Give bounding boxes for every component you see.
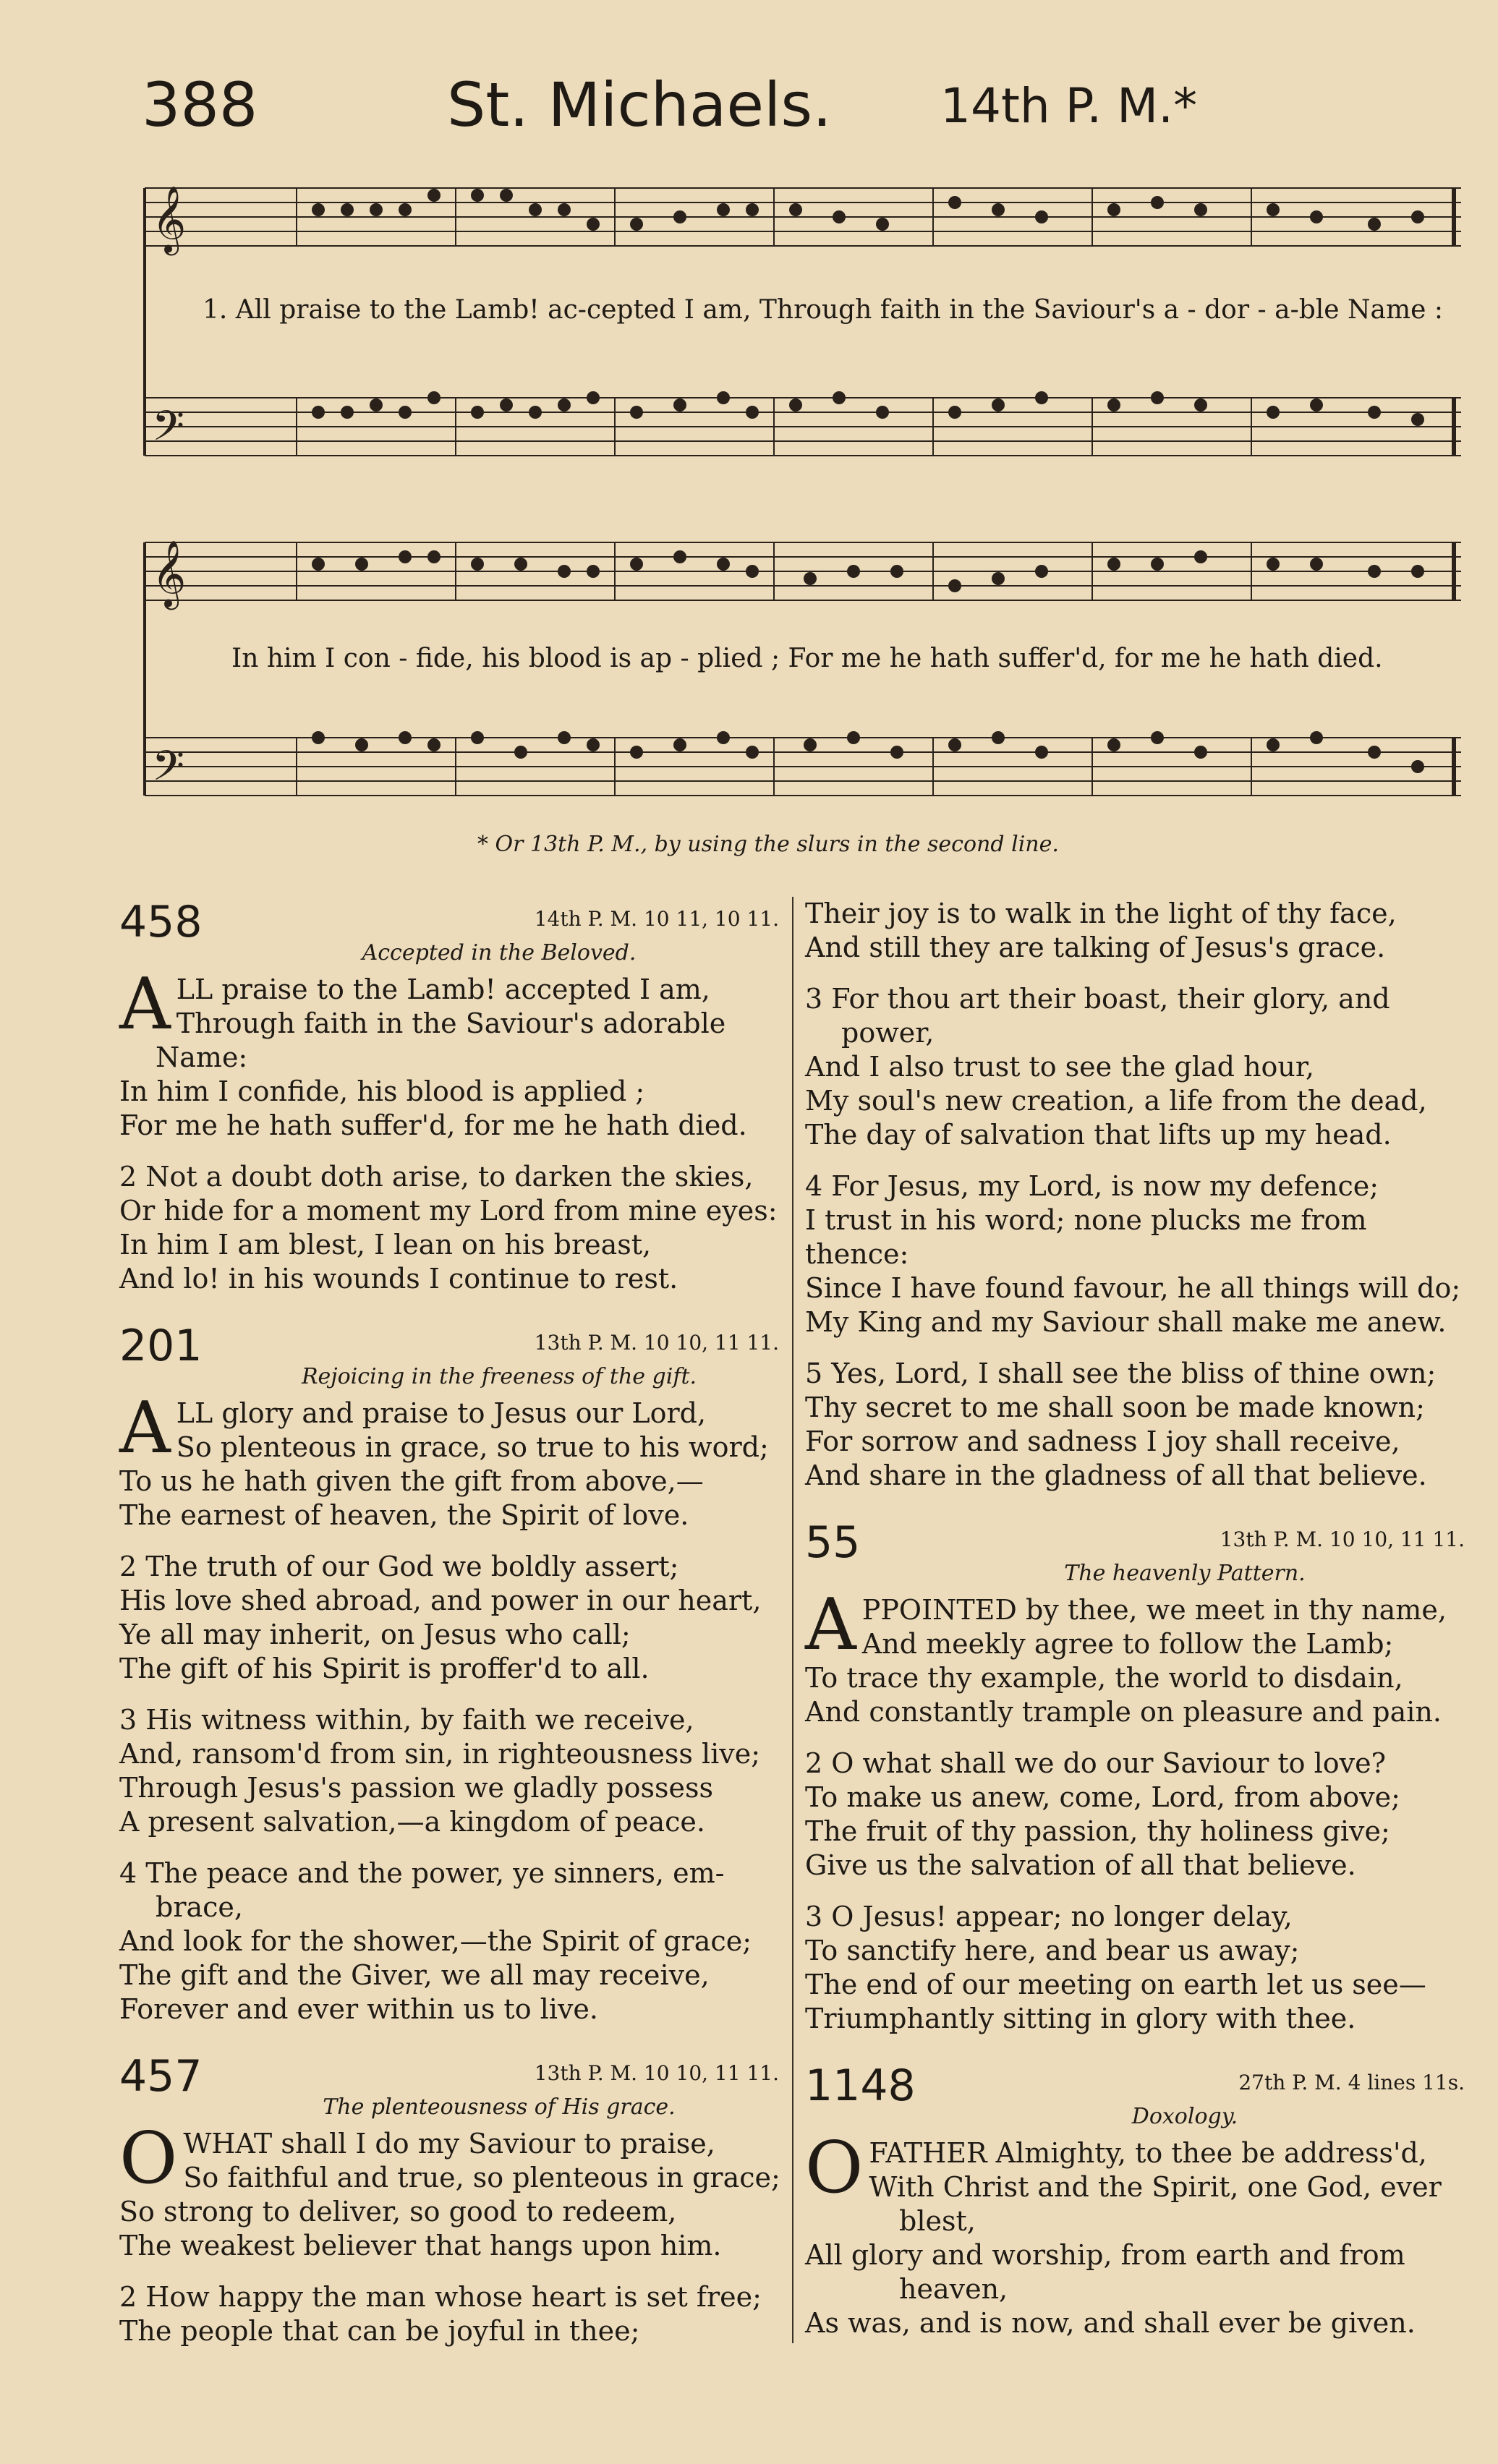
verse	[805, 2127, 1471, 2340]
verse-line: WHAT shall I do my Saviour to praise,	[183, 2128, 715, 2160]
hymn-subtitle: Rejoicing in the freeness of the gift.	[301, 1364, 697, 1389]
verse-line: In him I confide, his blood is applied ;	[119, 1075, 645, 1107]
verse	[805, 1747, 1471, 1883]
hymn-meter: 27th P. M. 4 lines 11s.	[1238, 2071, 1465, 2094]
verse-line: The people that can be joyful in thee;	[119, 2315, 640, 2347]
verse-line: Name:	[156, 1041, 248, 1073]
hymn-subtitle: The heavenly Pattern.	[1064, 1561, 1306, 1586]
hymn-number: 201	[119, 1321, 203, 1371]
verse-line: So strong to deliver, so good to redeem,	[119, 2196, 677, 2228]
verse-line: And constantly trample on pleasure and pain.	[805, 1696, 1442, 1728]
verse-line: And meekly agree to follow the Lamb;	[861, 1628, 1394, 1660]
verse	[805, 1900, 1471, 2036]
verse	[805, 1357, 1471, 1493]
verse-line: Forever and ever within us to live.	[119, 1993, 598, 2025]
verse-line: So faithful and true, so plenteous in grace;	[183, 2162, 780, 2194]
verse-line: 5 Yes, Lord, I shall see the bliss of thine own;	[805, 1357, 1437, 1389]
verse-line: In him I am blest, I lean on his breast,	[119, 1229, 652, 1261]
verse	[119, 2280, 785, 2348]
verse-line: And lo! in his wounds I continue to rest.	[119, 1263, 678, 1295]
verse-line: The gift and the Giver, we all may receive,	[119, 1959, 710, 1991]
verse-line: 4 The peace and the power, ye sinners, em-	[119, 1857, 725, 1889]
verse-line: Triumphantly sitting in glory with thee.	[805, 2003, 1356, 2034]
verse	[119, 1856, 785, 2026]
verse-line: And look for the shower,—the Spirit of grace;	[119, 1925, 752, 1957]
verse-line: As was, and is now, and shall ever be given.	[805, 2307, 1416, 2339]
verse-line: His love shed abroad, and power in our heart,	[119, 1585, 762, 1616]
right-column	[805, 897, 1471, 2365]
verse-line: Their joy is to walk in the light of thy face,	[805, 898, 1397, 929]
verse	[805, 1169, 1471, 1339]
verse-line: To us he hath given the gift from above,—	[119, 1465, 704, 1497]
drop-cap: A	[119, 1387, 171, 1470]
hymn-subtitle: Accepted in the Beloved.	[362, 940, 637, 965]
verse-line: So plenteous in grace, so true to his word;	[176, 1431, 769, 1463]
hymn-meter: 13th P. M. 10 10, 11 11.	[534, 2061, 779, 2085]
verse-line: 2 The truth of our God we boldly assert;	[119, 1551, 679, 1582]
hymn-number: 55	[805, 1517, 861, 1568]
hymn-subtitle: Doxology.	[1131, 2104, 1238, 2129]
verse	[119, 2118, 785, 2263]
verse-line: And share in the gladness of all that believe.	[805, 1459, 1427, 1491]
hymn-457-continued	[805, 897, 1471, 1493]
verse-line: FATHER Almighty, to thee be address'd,	[869, 2137, 1427, 2169]
verse-line: With Christ and the Spirit, one God, ever	[869, 2171, 1442, 2203]
verse-line: Give us the salvation of all that believe.	[805, 1849, 1356, 1881]
hymn-number: 458	[119, 897, 203, 947]
verse-line: 2 Not a doubt doth arise, to darken the skies,	[119, 1161, 754, 1193]
music-staves-1	[130, 166, 1468, 506]
music-system-1	[130, 166, 1468, 506]
verse	[805, 897, 1471, 965]
verse-line: The end of our meeting on earth let us see—	[805, 1969, 1426, 2000]
verse-line: LL praise to the Lamb! accepted I am,	[176, 973, 710, 1005]
verse-line: LL glory and praise to Jesus our Lord,	[176, 1397, 707, 1429]
verse-line: Through faith in the Saviour's adorable	[176, 1007, 726, 1039]
verse-line: To trace thy example, the world to disdain,	[805, 1662, 1403, 1694]
lyric-line-2: In him I con - fide, his blood is ap - plied ; For me he hath suffer'd, for me he hath died.	[231, 644, 1383, 673]
svg-text:𝄞: 𝄞	[152, 185, 187, 252]
verse	[119, 963, 785, 1143]
verse	[119, 1387, 785, 1532]
hymn-457	[119, 2051, 785, 2348]
svg-text:𝄢: 𝄢	[152, 741, 185, 801]
hymn-meter: 14th P. M. 10 11, 10 11.	[534, 907, 779, 931]
verse-line: Ye all may inherit, on Jesus who call;	[119, 1619, 631, 1650]
verse-line: A present salvation,—a kingdom of peace.	[119, 1806, 705, 1838]
verse-line: My King and my Saviour shall make me anew.	[805, 1306, 1447, 1338]
hymn-1148	[805, 2060, 1471, 2340]
verse-line: The day of salvation that lifts up my head.	[805, 1119, 1392, 1151]
verse-line: For me he hath suffer'd, for me he hath died.	[119, 1109, 747, 1141]
verse-line: Through Jesus's passion we gladly possess	[119, 1772, 713, 1804]
svg-text:𝄞: 𝄞	[152, 540, 187, 607]
verse	[119, 1703, 785, 1839]
hymn-meter: 13th P. M. 10 10, 11 11.	[534, 1331, 779, 1355]
left-column	[119, 897, 785, 2373]
tune-meter: 14th P. M.*	[940, 78, 1198, 134]
verse-line: 3 O Jesus! appear; no longer delay,	[805, 1901, 1293, 1932]
verse	[119, 1160, 785, 1296]
hymn-subtitle: The plenteousness of His grace.	[323, 2094, 676, 2120]
verse-line: 3 His witness within, by faith we receive,	[119, 1704, 694, 1736]
verse-line: And I also trust to see the glad hour,	[805, 1051, 1314, 1083]
verse-line: I trust in his word; none plucks me from thence:	[805, 1204, 1367, 1270]
verse-line: And still they are talking of Jesus's grace.	[805, 932, 1386, 963]
tune-title: St. Michaels.	[447, 69, 832, 140]
hymn-201	[119, 1321, 785, 2026]
verse-line: blest,	[899, 2205, 976, 2237]
verse-line: 3 For thou art their boast, their glory, and	[805, 983, 1390, 1015]
verse-line: And, ransom'd from sin, in righteousness live;	[119, 1738, 761, 1770]
svg-text:𝄢: 𝄢	[152, 401, 185, 461]
verse-line: heaven,	[899, 2273, 1008, 2305]
verse-line: The gift of his Spirit is proffer'd to all.	[119, 1653, 650, 1684]
verse-line: power,	[841, 1017, 935, 1049]
verse-line: Since I have found favour, he all things will do;	[805, 1272, 1461, 1304]
verse-line: The fruit of thy passion, thy holiness give;	[805, 1815, 1390, 1847]
verse-line: My soul's new creation, a life from the dead,	[805, 1085, 1427, 1117]
verse-line: All glory and worship, from earth and from	[805, 2239, 1405, 2271]
drop-cap: O	[805, 2127, 864, 2209]
verse-line: Or hide for a moment my Lord from mine eyes:	[119, 1195, 778, 1227]
drop-cap: A	[119, 963, 171, 1046]
hymn-number: 457	[119, 2051, 203, 2102]
verse	[119, 1550, 785, 1686]
hymn-number: 1148	[805, 2060, 916, 2111]
hymn-458	[119, 897, 785, 1296]
verse-line: brace,	[156, 1891, 243, 1923]
verse-line: To sanctify here, and bear us away;	[805, 1935, 1300, 1966]
verse-line: For sorrow and sadness I joy shall receive,	[805, 1425, 1400, 1457]
hymn-55	[805, 1517, 1471, 2036]
verse-line: 2 How happy the man whose heart is set free;	[119, 2281, 762, 2313]
verse-line: Thy secret to me shall soon be made known;	[805, 1391, 1425, 1423]
drop-cap: O	[119, 2118, 178, 2200]
page-number: 388	[142, 69, 258, 140]
lyric-line-1: 1. All praise to the Lamb! ac-cepted I am, Through faith in the Saviour's a - dor - a-ble Name :	[203, 295, 1444, 325]
hymn-meter: 13th P. M. 10 10, 11 11.	[1220, 1527, 1465, 1551]
verse-line: PPOINTED by thee, we meet in thy name,	[861, 1594, 1447, 1626]
music-system-2	[130, 521, 1468, 817]
column-divider	[792, 897, 793, 2343]
verse	[805, 1584, 1471, 1729]
verse-line: 2 O what shall we do our Saviour to love?	[805, 1747, 1386, 1779]
drop-cap: A	[805, 1584, 856, 1666]
footnote: * Or 13th P. M., by using the slurs in the second line.	[477, 832, 1059, 857]
verse-line: The weakest believer that hangs upon him.	[119, 2230, 722, 2261]
verse-line: To make us anew, come, Lord, from above;	[805, 1781, 1400, 1813]
verse-line: The earnest of heaven, the Spirit of love.	[119, 1499, 689, 1531]
verse	[805, 982, 1471, 1152]
verse-line: 4 For Jesus, my Lord, is now my defence;	[805, 1170, 1379, 1202]
